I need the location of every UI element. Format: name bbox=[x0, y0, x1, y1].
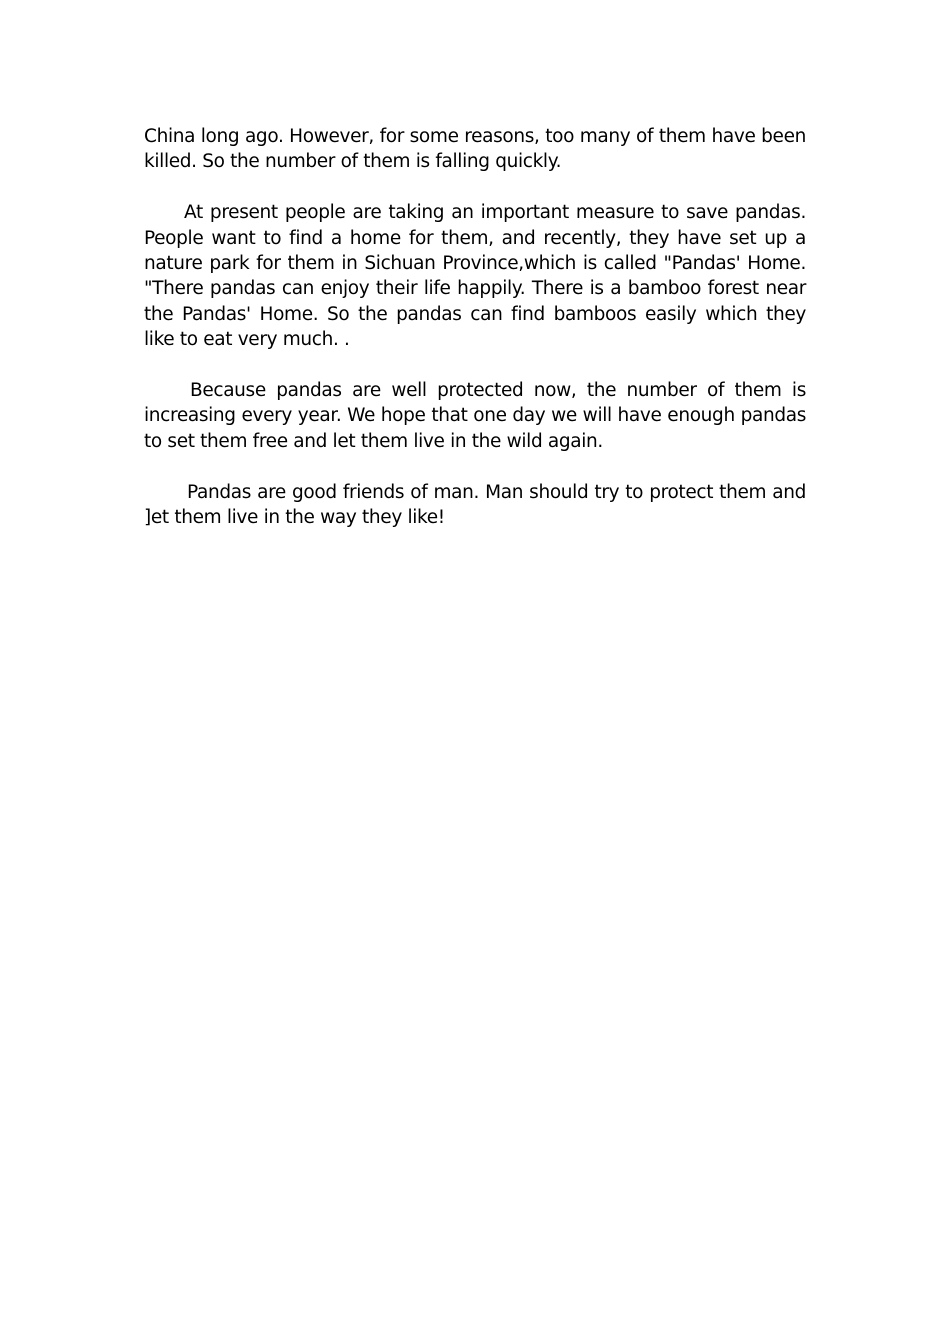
paragraph-2: At present people are taking an important measure to save pandas. People want to find a home for them, and recently, they have set up a nature park for them in Sichuan Province,which is called "Pandas' Home. "There pandas can enjoy their life happily. There is a bamboo forest near the Pandas' Home. So the pandas can find bamboos easily which they like to eat very much. . bbox=[144, 202, 806, 351]
document-body bbox=[144, 124, 806, 556]
paragraph-1: China long ago. However, for some reasons, too many of them have been killed. So the number of them is falling quickly. bbox=[144, 126, 806, 173]
paragraph-4: Pandas are good friends of man. Man should try to protect them and ]et them live in the way they like! bbox=[144, 481, 806, 529]
paragraph-3: Because pandas are well protected now, the number of them is increasing every year. We hope that one day we will have enough pandas to set them free and let them live in the wild again. bbox=[144, 380, 806, 452]
